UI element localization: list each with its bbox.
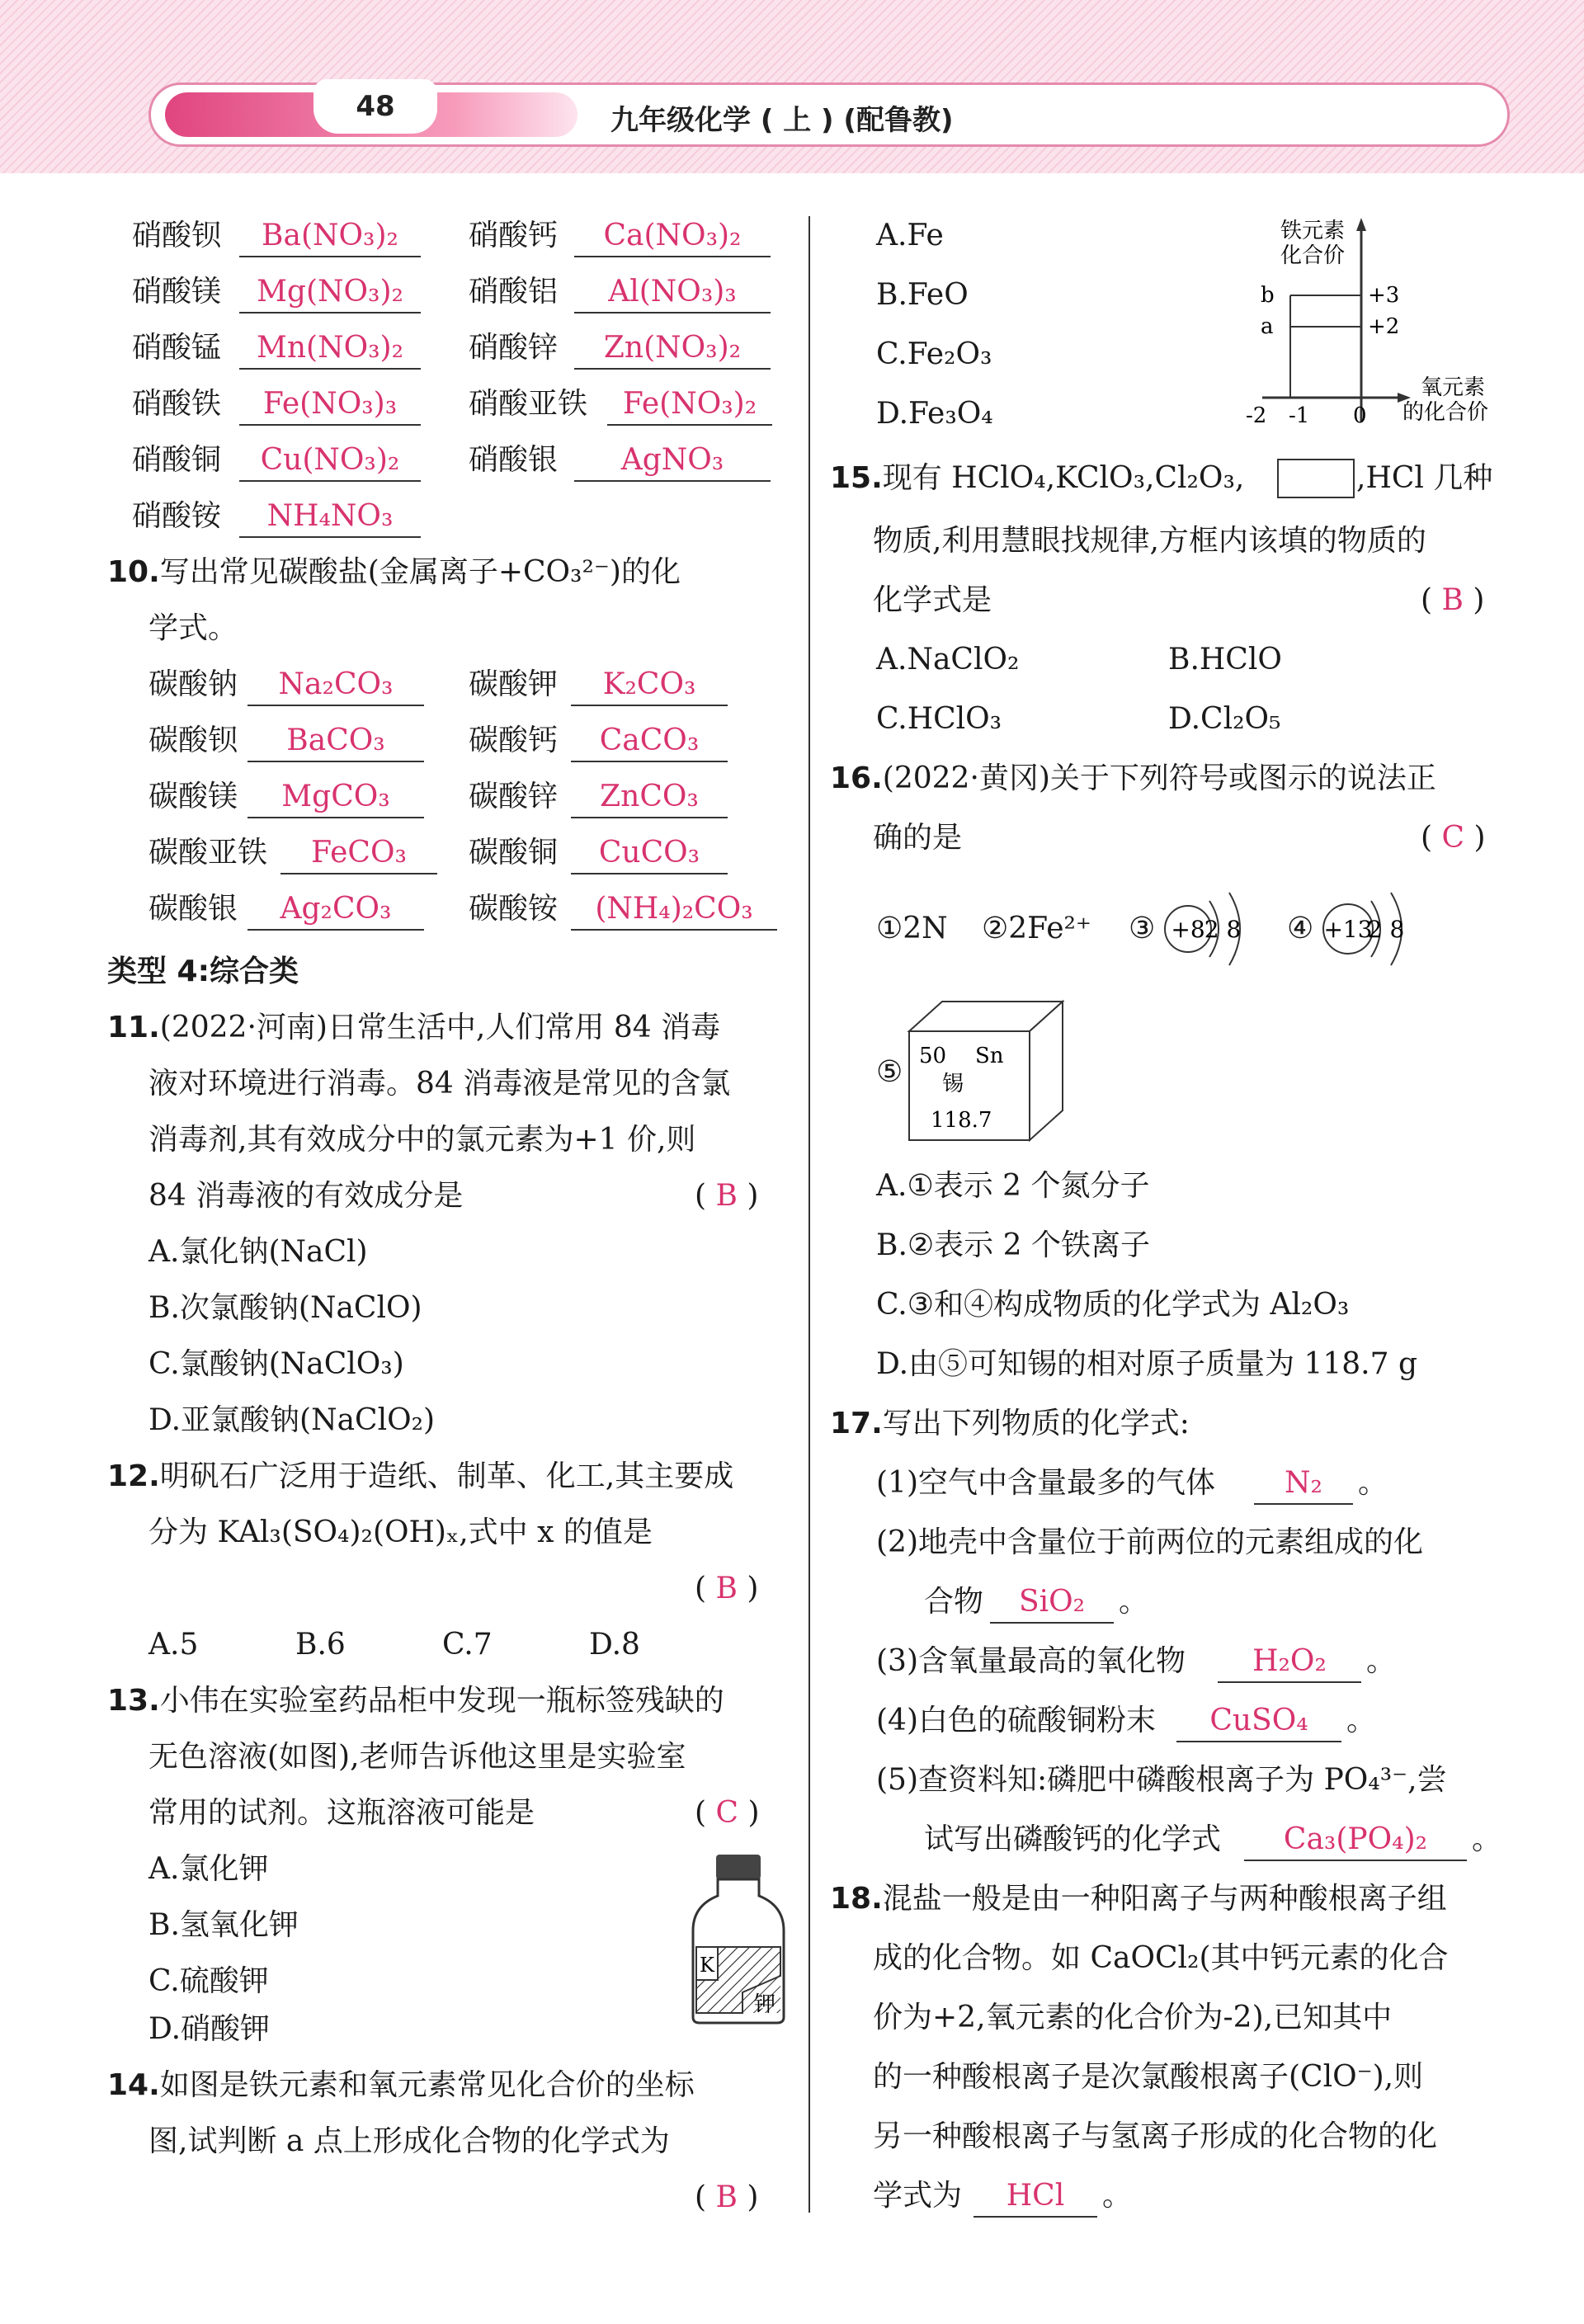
- q17-item-3-end: 。: [1366, 1644, 1397, 1678]
- nitrate-formula: NH₄NO₃: [239, 497, 421, 538]
- symbol-2: ②2Fe²⁺: [982, 912, 1091, 945]
- nitrate-name: 硝酸钙: [469, 219, 559, 252]
- nitrate-formula: Mn(NO₃)₂: [239, 328, 421, 370]
- carbonate-formula: K₂CO₃: [571, 665, 728, 706]
- x-tick-m2: -2: [1246, 403, 1267, 428]
- carbonate-name: 碳酸铜: [469, 836, 559, 870]
- symbol-3-num: ③: [1129, 912, 1156, 945]
- nitrate-name: 硝酸锌: [469, 331, 559, 365]
- carbonate-name: 碳酸钾: [469, 667, 559, 701]
- carbonate-name: 碳酸亚铁: [148, 836, 268, 870]
- carbonate-name: 碳酸钡: [148, 724, 238, 757]
- oxygen-atom-structure: [1162, 884, 1261, 975]
- carbonate-name: 碳酸钙: [469, 724, 559, 757]
- q10-stem: 10.写出常见碳酸盐(金属离子+CO₃²⁻)的化: [107, 555, 681, 589]
- x-title-2: 的化合价: [1402, 400, 1489, 425]
- q17-item-2-end: 。: [1119, 1585, 1149, 1619]
- q16-line-2: 确的是: [873, 821, 963, 855]
- q12-option-c: C.7: [442, 1628, 493, 1662]
- symbol-4-num: ④: [1287, 912, 1314, 945]
- y-title-1: 铁元素: [1280, 219, 1346, 243]
- y-tick-3: +3: [1368, 283, 1400, 308]
- carbonate-formula: Ag₂CO₃: [248, 889, 424, 931]
- tin-atomic-number: 50: [919, 1044, 947, 1068]
- point-a: a: [1261, 314, 1274, 339]
- y-title-2: 化合价: [1280, 243, 1346, 268]
- q11-option-c: C.氯酸钠(NaClO₃): [148, 1347, 404, 1381]
- carbonate-name: 碳酸钠: [148, 667, 238, 701]
- q13-answer: ( C ): [695, 1796, 760, 1830]
- q17-item-5-text: (5)查资料知:磷肥中磷酸根离子为 PO₄³⁻,尝: [876, 1763, 1447, 1797]
- x-title-1: 氧元素: [1421, 375, 1486, 400]
- q12-line-2: 分为 KAl₃(SO₄)₂(OH)ₓ,式中 x 的值是: [148, 1516, 653, 1549]
- section-heading: 类型 4:综合类: [107, 955, 299, 988]
- q13-option-a: A.氯化钾: [148, 1852, 269, 1886]
- q17-item-4-answer: CuSO₄: [1176, 1701, 1341, 1742]
- q16-answer: ( C ): [1421, 821, 1486, 855]
- carbonate-formula: MgCO₃: [248, 777, 424, 818]
- q15-line-1: 15.现有 HClO₄,KClO₃,Cl₂O₃,: [830, 461, 1245, 495]
- q12-option-b: B.6: [295, 1628, 346, 1662]
- carbonate-formula: (NH₄)₂CO₃: [571, 889, 777, 931]
- q16-option-a: A.①表示 2 个氮分子: [876, 1169, 1150, 1203]
- nitrate-name: 硝酸钡: [132, 219, 222, 252]
- q15-option-b: B.HClO: [1168, 643, 1282, 676]
- nitrate-name: 硝酸锰: [132, 331, 222, 365]
- q18-end: 。: [1102, 2179, 1133, 2213]
- q11-option-d: D.亚氯酸钠(NaClO₂): [148, 1403, 436, 1437]
- q12-option-d: D.8: [589, 1628, 640, 1662]
- q17-item-5-text-2: 试写出磷酸钙的化学式: [924, 1822, 1222, 1856]
- q17-item-3-answer: H₂O₂: [1218, 1642, 1361, 1683]
- q16-option-b: B.②表示 2 个铁离子: [876, 1228, 1150, 1262]
- q16-option-c: C.③和④构成物质的化学式为 Al₂O₃: [876, 1288, 1350, 1322]
- tin-mass: 118.7: [931, 1108, 992, 1133]
- q13-line-3: 常用的试剂。这瓶溶液可能是: [148, 1796, 535, 1830]
- carbonate-name: 碳酸锌: [469, 780, 559, 813]
- nitrate-formula: AgNO₃: [574, 441, 771, 482]
- q11-option-a: A.氯化钠(NaCl): [148, 1235, 368, 1269]
- q11-line-2: 液对环境进行消毒。84 消毒液是常见的含氯: [148, 1067, 731, 1101]
- q12-option-a: A.5: [148, 1628, 199, 1662]
- x-tick-m1: -1: [1289, 403, 1310, 428]
- carbonate-name: 碳酸银: [148, 892, 238, 926]
- symbol-1: ①2N: [876, 912, 948, 945]
- aluminum-electrons: 2 8: [1367, 916, 1405, 943]
- q17-item-4-text: (4)白色的硫酸铜粉末: [876, 1704, 1156, 1737]
- q18-line-4: 的一种酸根离子是次氯酸根离子(ClO⁻),则: [873, 2060, 1424, 2094]
- q18-line-3: 价为+2,氧元素的化合价为-2),已知其中: [873, 2001, 1393, 2034]
- q18-answer: HCl: [974, 2176, 1097, 2218]
- q13-line-1: 13.小伟在实验室药品柜中发现一瓶标签残缺的: [107, 1684, 724, 1718]
- y-tick-2: +2: [1368, 314, 1400, 339]
- q15-line-3: 化学式是: [873, 583, 992, 617]
- q14-option-d: D.Fe₃O₄: [876, 397, 993, 431]
- q10-stem-2: 学式。: [148, 611, 238, 645]
- nitrate-formula: Fe(NO₃)₃: [239, 384, 421, 426]
- q11-line-4: 84 消毒液的有效成分是: [148, 1179, 464, 1213]
- q14-answer: ( B ): [695, 2180, 759, 2214]
- nitrate-formula: Cu(NO₃)₂: [239, 441, 421, 482]
- oxygen-nucleus: +8: [1171, 916, 1205, 943]
- q18-line-6: 学式为: [873, 2179, 963, 2213]
- carbonate-formula: Na₂CO₃: [248, 665, 424, 706]
- q13-option-d: D.硝酸钾: [148, 2012, 271, 2046]
- page-title: 九年级化学 ( 上 ) (配鲁教): [610, 104, 954, 137]
- carbonate-formula: CaCO₃: [571, 721, 728, 762]
- carbonate-name: 碳酸铵: [469, 892, 559, 926]
- q15-answer: ( B ): [1421, 583, 1485, 617]
- q15-option-c: C.HClO₃: [876, 702, 1002, 736]
- nitrate-name: 硝酸镁: [132, 275, 222, 309]
- tin-symbol: Sn: [975, 1044, 1004, 1068]
- symbol-5-num: ⑤: [876, 1055, 903, 1089]
- q12-answer: ( B ): [695, 1572, 759, 1605]
- q11-answer: ( B ): [695, 1179, 759, 1213]
- page-number: 48: [314, 79, 437, 134]
- q15-option-d: D.Cl₂O₅: [1168, 702, 1281, 736]
- q17-item-1-answer: N₂: [1254, 1464, 1353, 1505]
- q14-option-c: C.Fe₂O₃: [876, 337, 992, 371]
- tin-name: 锡: [942, 1072, 964, 1096]
- q18-line-2: 成的化合物。如 CaOCl₂(其中钙元素的化合: [873, 1941, 1449, 1975]
- carbonate-formula: BaCO₃: [248, 721, 424, 762]
- reagent-bottle: [685, 1848, 792, 2029]
- nitrate-formula: Al(NO₃)₃: [574, 272, 771, 313]
- nitrate-name: 硝酸铵: [132, 499, 222, 533]
- bottle-label-jia: 钾: [754, 1992, 776, 2017]
- nitrate-formula: Ca(NO₃)₂: [574, 216, 771, 257]
- nitrate-name: 硝酸铁: [132, 387, 222, 421]
- q14-line-1: 14.如图是铁元素和氧元素常见化合价的坐标: [107, 2068, 695, 2102]
- q12-line-1: 12.明矾石广泛用于造纸、制革、化工,其主要成: [107, 1459, 734, 1493]
- carbonate-formula: CuCO₃: [571, 833, 728, 874]
- q17-item-2-text-2: 合物: [924, 1585, 984, 1619]
- q11-line-1: 11.(2022·河南)日常生活中,人们常用 84 消毒: [107, 1011, 721, 1044]
- q11-option-b: B.次氯酸钠(NaClO): [148, 1291, 422, 1325]
- q14-option-b: B.FeO: [876, 278, 969, 312]
- tin-element-card: [906, 998, 1071, 1147]
- oxygen-electrons: 2 8: [1204, 916, 1242, 943]
- q16-option-d: D.由⑤可知锡的相对原子质量为 118.7 g: [876, 1347, 1418, 1381]
- column-divider: [808, 216, 810, 2213]
- q17-item-5-end: 。: [1472, 1822, 1502, 1856]
- q17-item-5-answer: Ca₃(PO₄)₂: [1244, 1820, 1467, 1861]
- q15-option-a: A.NaClO₂: [876, 643, 1020, 676]
- nitrate-formula: Ba(NO₃)₂: [239, 216, 421, 257]
- q17-item-1-end: 。: [1358, 1466, 1388, 1500]
- nitrate-name: 硝酸亚铁: [469, 387, 588, 421]
- q15-line-1-tail: ,HCl 几种: [1356, 461, 1493, 495]
- nitrate-formula: Fe(NO₃)₂: [607, 384, 772, 426]
- q17-item-2-text: (2)地壳中含量位于前两位的元素组成的化: [876, 1525, 1423, 1559]
- nitrate-formula: Zn(NO₃)₂: [574, 328, 771, 370]
- q17-item-4-end: 。: [1346, 1704, 1377, 1737]
- q13-line-2: 无色溶液(如图),老师告诉他这里是实验室: [148, 1740, 686, 1774]
- q14-option-a: A.Fe: [876, 219, 944, 252]
- x-tick-0: 0: [1353, 403, 1367, 428]
- q18-line-1: 18.混盐一般是由一种阳离子与两种酸根离子组: [830, 1882, 1447, 1916]
- q16-line-1: 16.(2022·黄冈)关于下列符号或图示的说法正: [830, 761, 1436, 795]
- carbonate-name: 碳酸镁: [148, 780, 238, 813]
- point-b: b: [1261, 283, 1275, 308]
- q13-option-b: B.氢氧化钾: [148, 1908, 299, 1942]
- carbonate-formula: ZnCO₃: [571, 777, 728, 818]
- q15-line-2: 物质,利用慧眼找规律,方框内该填的物质的: [873, 524, 1426, 558]
- aluminum-atom-structure: [1320, 884, 1427, 975]
- q17-item-1-text: (1)空气中含量最多的气体: [876, 1466, 1215, 1500]
- nitrate-name: 硝酸铝: [469, 275, 559, 309]
- q17-item-3-text: (3)含氧量最高的氧化物: [876, 1644, 1186, 1678]
- q17-item-2-answer: SiO₂: [990, 1582, 1114, 1624]
- valence-chart: [1238, 216, 1534, 439]
- q11-line-3: 消毒剂,其有效成分中的氯元素为+1 价,则: [148, 1123, 696, 1157]
- nitrate-name: 硝酸铜: [132, 443, 222, 477]
- nitrate-formula: Mg(NO₃)₂: [239, 272, 421, 313]
- q15-blank-box: [1277, 459, 1355, 498]
- q18-line-5: 另一种酸根离子与氢离子形成的化合物的化: [873, 2119, 1438, 2153]
- nitrate-name: 硝酸银: [469, 443, 559, 477]
- bottle-label-k: K: [700, 1954, 714, 1977]
- carbonate-formula: FeCO₃: [280, 833, 437, 874]
- q13-option-c: C.硫酸钾: [148, 1964, 269, 1998]
- q17-title: 17.写出下列物质的化学式:: [830, 1407, 1190, 1440]
- aluminum-nucleus: +13: [1323, 916, 1373, 943]
- q14-line-2: 图,试判断 a 点上形成化合物的化学式为: [148, 2124, 670, 2158]
